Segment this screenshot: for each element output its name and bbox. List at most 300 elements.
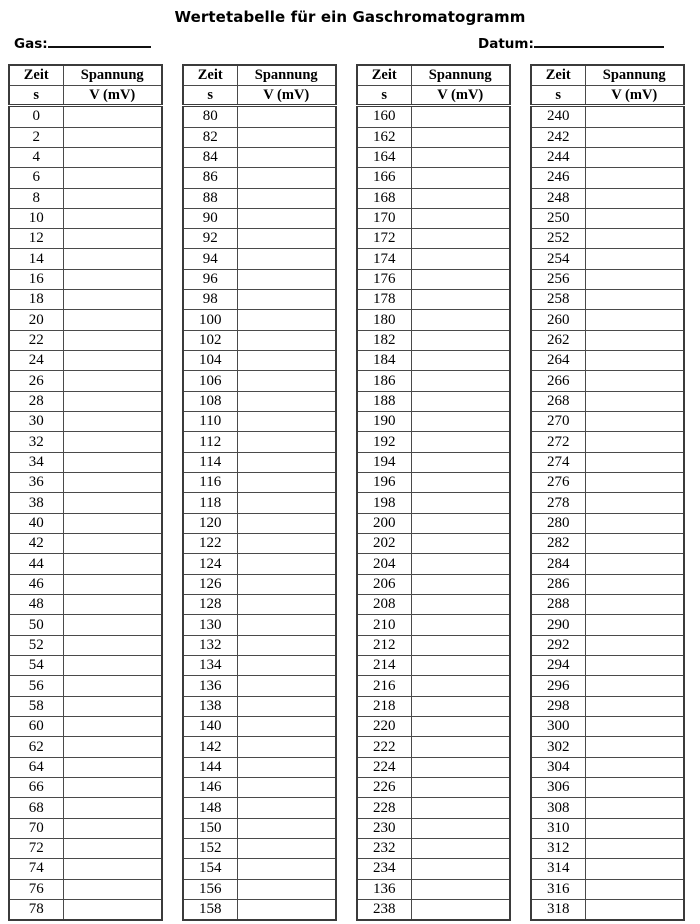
voltage-cell <box>411 635 510 655</box>
time-cell: 62 <box>9 737 63 757</box>
table-row <box>357 696 510 716</box>
table-row <box>9 229 162 249</box>
time-cell: 308 <box>531 798 585 818</box>
voltage-cell <box>63 351 162 371</box>
table-row <box>357 757 510 777</box>
table-row <box>9 168 162 188</box>
table-row <box>183 534 336 554</box>
voltage-cell <box>63 574 162 594</box>
time-cell: 58 <box>9 696 63 716</box>
voltage-cell <box>237 269 336 289</box>
table-row <box>183 859 336 879</box>
table-row <box>531 859 684 879</box>
voltage-cell <box>237 554 336 574</box>
table-row <box>531 717 684 737</box>
time-cell: 116 <box>183 473 237 493</box>
table-row <box>9 656 162 676</box>
table-row <box>183 147 336 167</box>
time-cell: 286 <box>531 574 585 594</box>
table-row <box>183 452 336 472</box>
table-row <box>531 513 684 533</box>
voltage-cell <box>585 290 684 310</box>
time-column-header: Zeit <box>183 65 237 85</box>
time-unit-header: s <box>531 85 585 106</box>
voltage-cell <box>63 513 162 533</box>
voltage-cell <box>585 106 684 127</box>
table-row <box>183 330 336 350</box>
table-row <box>531 656 684 676</box>
time-cell: 296 <box>531 676 585 696</box>
table-row <box>183 778 336 798</box>
table-row <box>357 452 510 472</box>
time-cell: 166 <box>357 168 411 188</box>
time-cell: 248 <box>531 188 585 208</box>
table-row <box>357 493 510 513</box>
time-cell: 60 <box>9 717 63 737</box>
table-row <box>9 899 162 920</box>
voltage-cell <box>237 879 336 899</box>
table-row <box>531 574 684 594</box>
table-row <box>183 127 336 147</box>
voltage-cell <box>585 778 684 798</box>
voltage-cell <box>63 269 162 289</box>
time-cell: 120 <box>183 513 237 533</box>
voltage-cell <box>63 168 162 188</box>
time-cell: 32 <box>9 432 63 452</box>
voltage-cell <box>237 391 336 411</box>
voltage-column-header: Spannung <box>63 65 162 85</box>
time-cell: 290 <box>531 615 585 635</box>
table-row <box>531 473 684 493</box>
time-cell: 200 <box>357 513 411 533</box>
time-cell: 90 <box>183 208 237 228</box>
voltage-cell <box>585 127 684 147</box>
table-row <box>183 432 336 452</box>
voltage-cell <box>585 147 684 167</box>
time-cell: 282 <box>531 534 585 554</box>
table-row <box>183 249 336 269</box>
time-cell: 258 <box>531 290 585 310</box>
table-row <box>357 127 510 147</box>
time-cell: 172 <box>357 229 411 249</box>
voltage-cell <box>585 229 684 249</box>
time-unit-header: s <box>9 85 63 106</box>
table-row <box>357 595 510 615</box>
time-cell: 230 <box>357 818 411 838</box>
time-cell: 124 <box>183 554 237 574</box>
time-cell: 202 <box>357 534 411 554</box>
voltage-cell <box>411 229 510 249</box>
table-row <box>531 879 684 899</box>
time-cell: 114 <box>183 452 237 472</box>
voltage-cell <box>585 757 684 777</box>
time-cell: 228 <box>357 798 411 818</box>
voltage-cell <box>585 899 684 920</box>
time-cell: 204 <box>357 554 411 574</box>
voltage-cell <box>411 554 510 574</box>
voltage-cell <box>237 798 336 818</box>
table-row <box>357 168 510 188</box>
table-row <box>183 412 336 432</box>
time-cell: 8 <box>9 188 63 208</box>
table-row <box>183 595 336 615</box>
time-cell: 118 <box>183 493 237 513</box>
table-row <box>531 249 684 269</box>
time-cell: 312 <box>531 839 585 859</box>
table-row <box>9 188 162 208</box>
table-row <box>531 127 684 147</box>
table-row <box>9 696 162 716</box>
table-row <box>183 310 336 330</box>
voltage-cell <box>63 432 162 452</box>
table-row <box>183 513 336 533</box>
table-row <box>531 168 684 188</box>
table-row <box>9 534 162 554</box>
time-cell: 106 <box>183 371 237 391</box>
voltage-cell <box>237 818 336 838</box>
table-row <box>531 147 684 167</box>
time-cell: 40 <box>9 513 63 533</box>
voltage-cell <box>585 208 684 228</box>
time-cell: 180 <box>357 310 411 330</box>
table-row <box>531 554 684 574</box>
table-row <box>183 473 336 493</box>
time-cell: 14 <box>9 249 63 269</box>
time-cell: 310 <box>531 818 585 838</box>
table-row <box>531 818 684 838</box>
voltage-cell <box>585 595 684 615</box>
voltage-cell <box>237 412 336 432</box>
time-cell: 86 <box>183 168 237 188</box>
table-row <box>9 493 162 513</box>
time-cell: 22 <box>9 330 63 350</box>
time-cell: 70 <box>9 818 63 838</box>
time-cell: 74 <box>9 859 63 879</box>
time-cell: 318 <box>531 899 585 920</box>
table-row <box>531 391 684 411</box>
table-row <box>357 737 510 757</box>
table-row <box>9 717 162 737</box>
voltage-cell <box>63 717 162 737</box>
time-cell: 186 <box>357 371 411 391</box>
table-row <box>357 899 510 920</box>
voltage-cell <box>411 290 510 310</box>
table-row <box>9 676 162 696</box>
table-row <box>357 839 510 859</box>
time-cell: 18 <box>9 290 63 310</box>
table-row <box>9 818 162 838</box>
voltage-cell <box>411 412 510 432</box>
time-cell: 264 <box>531 351 585 371</box>
table-row <box>531 696 684 716</box>
voltage-cell <box>63 391 162 411</box>
table-row <box>357 879 510 899</box>
voltage-cell <box>63 635 162 655</box>
time-cell: 48 <box>9 595 63 615</box>
voltage-cell <box>411 391 510 411</box>
table-row <box>357 513 510 533</box>
time-cell: 276 <box>531 473 585 493</box>
table-row <box>9 208 162 228</box>
voltage-cell <box>63 899 162 920</box>
voltage-cell <box>63 249 162 269</box>
time-cell: 214 <box>357 656 411 676</box>
voltage-cell <box>585 839 684 859</box>
voltage-cell <box>585 696 684 716</box>
time-cell: 144 <box>183 757 237 777</box>
table-row <box>9 513 162 533</box>
time-cell: 110 <box>183 412 237 432</box>
voltage-cell <box>237 168 336 188</box>
voltage-unit-header: V (mV) <box>411 85 510 106</box>
time-cell: 206 <box>357 574 411 594</box>
datum-blank-line <box>534 33 664 48</box>
voltage-cell <box>585 391 684 411</box>
time-cell: 44 <box>9 554 63 574</box>
voltage-cell <box>237 656 336 676</box>
voltage-cell <box>63 452 162 472</box>
table-row <box>357 391 510 411</box>
voltage-cell <box>585 188 684 208</box>
voltage-cell <box>585 635 684 655</box>
time-cell: 298 <box>531 696 585 716</box>
table-row <box>357 188 510 208</box>
table-row <box>531 330 684 350</box>
voltage-cell <box>237 574 336 594</box>
datum-field <box>478 33 664 52</box>
time-cell: 220 <box>357 717 411 737</box>
voltage-cell <box>411 249 510 269</box>
voltage-cell <box>411 656 510 676</box>
value-table-1 <box>8 64 163 921</box>
table-row <box>531 432 684 452</box>
voltage-cell <box>411 513 510 533</box>
time-cell: 24 <box>9 351 63 371</box>
voltage-cell <box>411 615 510 635</box>
gas-field <box>14 33 151 52</box>
time-cell: 130 <box>183 615 237 635</box>
time-cell: 170 <box>357 208 411 228</box>
time-cell: 168 <box>357 188 411 208</box>
time-cell: 210 <box>357 615 411 635</box>
table-row <box>531 635 684 655</box>
time-cell: 126 <box>183 574 237 594</box>
time-cell: 0 <box>9 106 63 127</box>
voltage-cell <box>237 351 336 371</box>
table-row <box>357 208 510 228</box>
time-cell: 88 <box>183 188 237 208</box>
table-row <box>183 229 336 249</box>
voltage-cell <box>585 310 684 330</box>
time-cell: 262 <box>531 330 585 350</box>
voltage-cell <box>63 147 162 167</box>
voltage-cell <box>237 208 336 228</box>
voltage-cell <box>411 330 510 350</box>
time-cell: 148 <box>183 798 237 818</box>
time-cell: 218 <box>357 696 411 716</box>
voltage-cell <box>63 106 162 127</box>
table-row <box>183 554 336 574</box>
table-row <box>531 229 684 249</box>
time-cell: 2 <box>9 127 63 147</box>
table-row <box>357 412 510 432</box>
time-cell: 292 <box>531 635 585 655</box>
voltage-cell <box>585 859 684 879</box>
voltage-cell <box>237 371 336 391</box>
table-row <box>357 249 510 269</box>
voltage-cell <box>63 127 162 147</box>
voltage-cell <box>585 717 684 737</box>
table-row <box>357 290 510 310</box>
voltage-cell <box>63 859 162 879</box>
voltage-cell <box>411 351 510 371</box>
table-row <box>531 778 684 798</box>
table-row <box>531 351 684 371</box>
time-cell: 274 <box>531 452 585 472</box>
time-cell: 134 <box>183 656 237 676</box>
voltage-cell <box>237 513 336 533</box>
time-cell: 42 <box>9 534 63 554</box>
time-cell: 138 <box>183 696 237 716</box>
voltage-cell <box>237 615 336 635</box>
table-row <box>9 330 162 350</box>
voltage-cell <box>585 412 684 432</box>
voltage-cell <box>63 676 162 696</box>
table-row <box>9 391 162 411</box>
voltage-cell <box>237 290 336 310</box>
time-cell: 36 <box>9 473 63 493</box>
table-row <box>9 595 162 615</box>
voltage-cell <box>585 879 684 899</box>
voltage-cell <box>411 818 510 838</box>
time-cell: 212 <box>357 635 411 655</box>
time-cell: 224 <box>357 757 411 777</box>
table-row <box>9 351 162 371</box>
voltage-cell <box>411 127 510 147</box>
table-row <box>183 615 336 635</box>
voltage-cell <box>411 696 510 716</box>
time-cell: 10 <box>9 208 63 228</box>
voltage-cell <box>63 534 162 554</box>
voltage-cell <box>237 106 336 127</box>
time-cell: 98 <box>183 290 237 310</box>
time-cell: 242 <box>531 127 585 147</box>
time-cell: 154 <box>183 859 237 879</box>
time-cell: 150 <box>183 818 237 838</box>
voltage-cell <box>63 493 162 513</box>
time-cell: 174 <box>357 249 411 269</box>
table-row <box>357 106 510 127</box>
voltage-cell <box>237 188 336 208</box>
voltage-cell <box>585 737 684 757</box>
voltage-cell <box>411 574 510 594</box>
table-row <box>183 493 336 513</box>
table-row <box>357 676 510 696</box>
time-cell: 68 <box>9 798 63 818</box>
time-column-header: Zeit <box>531 65 585 85</box>
table-row <box>9 310 162 330</box>
voltage-cell <box>411 798 510 818</box>
table-row <box>357 778 510 798</box>
table-row <box>9 859 162 879</box>
table-row <box>531 839 684 859</box>
voltage-cell <box>63 208 162 228</box>
time-cell: 198 <box>357 493 411 513</box>
voltage-cell <box>411 188 510 208</box>
voltage-cell <box>411 778 510 798</box>
table-row <box>9 757 162 777</box>
table-row <box>531 534 684 554</box>
value-table-3 <box>356 64 511 921</box>
time-cell: 188 <box>357 391 411 411</box>
time-cell: 94 <box>183 249 237 269</box>
voltage-cell <box>585 168 684 188</box>
time-unit-header: s <box>357 85 411 106</box>
table-row <box>183 737 336 757</box>
gas-label: Gas: <box>14 36 48 52</box>
voltage-cell <box>411 737 510 757</box>
time-cell: 196 <box>357 473 411 493</box>
time-cell: 280 <box>531 513 585 533</box>
voltage-cell <box>411 371 510 391</box>
voltage-cell <box>63 473 162 493</box>
time-cell: 6 <box>9 168 63 188</box>
table-row <box>183 717 336 737</box>
voltage-cell <box>237 839 336 859</box>
table-row <box>357 147 510 167</box>
time-cell: 314 <box>531 859 585 879</box>
time-cell: 260 <box>531 310 585 330</box>
voltage-cell <box>63 656 162 676</box>
table-row <box>357 554 510 574</box>
table-row <box>183 371 336 391</box>
voltage-cell <box>585 351 684 371</box>
time-cell: 128 <box>183 595 237 615</box>
time-cell: 190 <box>357 412 411 432</box>
table-row <box>183 818 336 838</box>
voltage-cell <box>237 899 336 920</box>
table-row <box>183 106 336 127</box>
voltage-column-header: Spannung <box>237 65 336 85</box>
table-row <box>9 269 162 289</box>
table-row <box>183 188 336 208</box>
table-row <box>9 371 162 391</box>
table-row <box>531 757 684 777</box>
time-cell: 78 <box>9 899 63 920</box>
time-cell: 12 <box>9 229 63 249</box>
time-cell: 56 <box>9 676 63 696</box>
time-cell: 38 <box>9 493 63 513</box>
voltage-cell <box>585 269 684 289</box>
time-cell: 240 <box>531 106 585 127</box>
table-row <box>357 656 510 676</box>
table-row <box>531 737 684 757</box>
table-row <box>531 899 684 920</box>
table-row <box>183 269 336 289</box>
time-cell: 84 <box>183 147 237 167</box>
time-cell: 160 <box>357 106 411 127</box>
time-cell: 302 <box>531 737 585 757</box>
table-row <box>9 635 162 655</box>
voltage-cell <box>63 839 162 859</box>
gas-blank-line <box>48 33 151 48</box>
time-cell: 192 <box>357 432 411 452</box>
table-row <box>531 208 684 228</box>
table-row <box>183 696 336 716</box>
voltage-cell <box>411 676 510 696</box>
table-row <box>531 269 684 289</box>
voltage-cell <box>411 106 510 127</box>
